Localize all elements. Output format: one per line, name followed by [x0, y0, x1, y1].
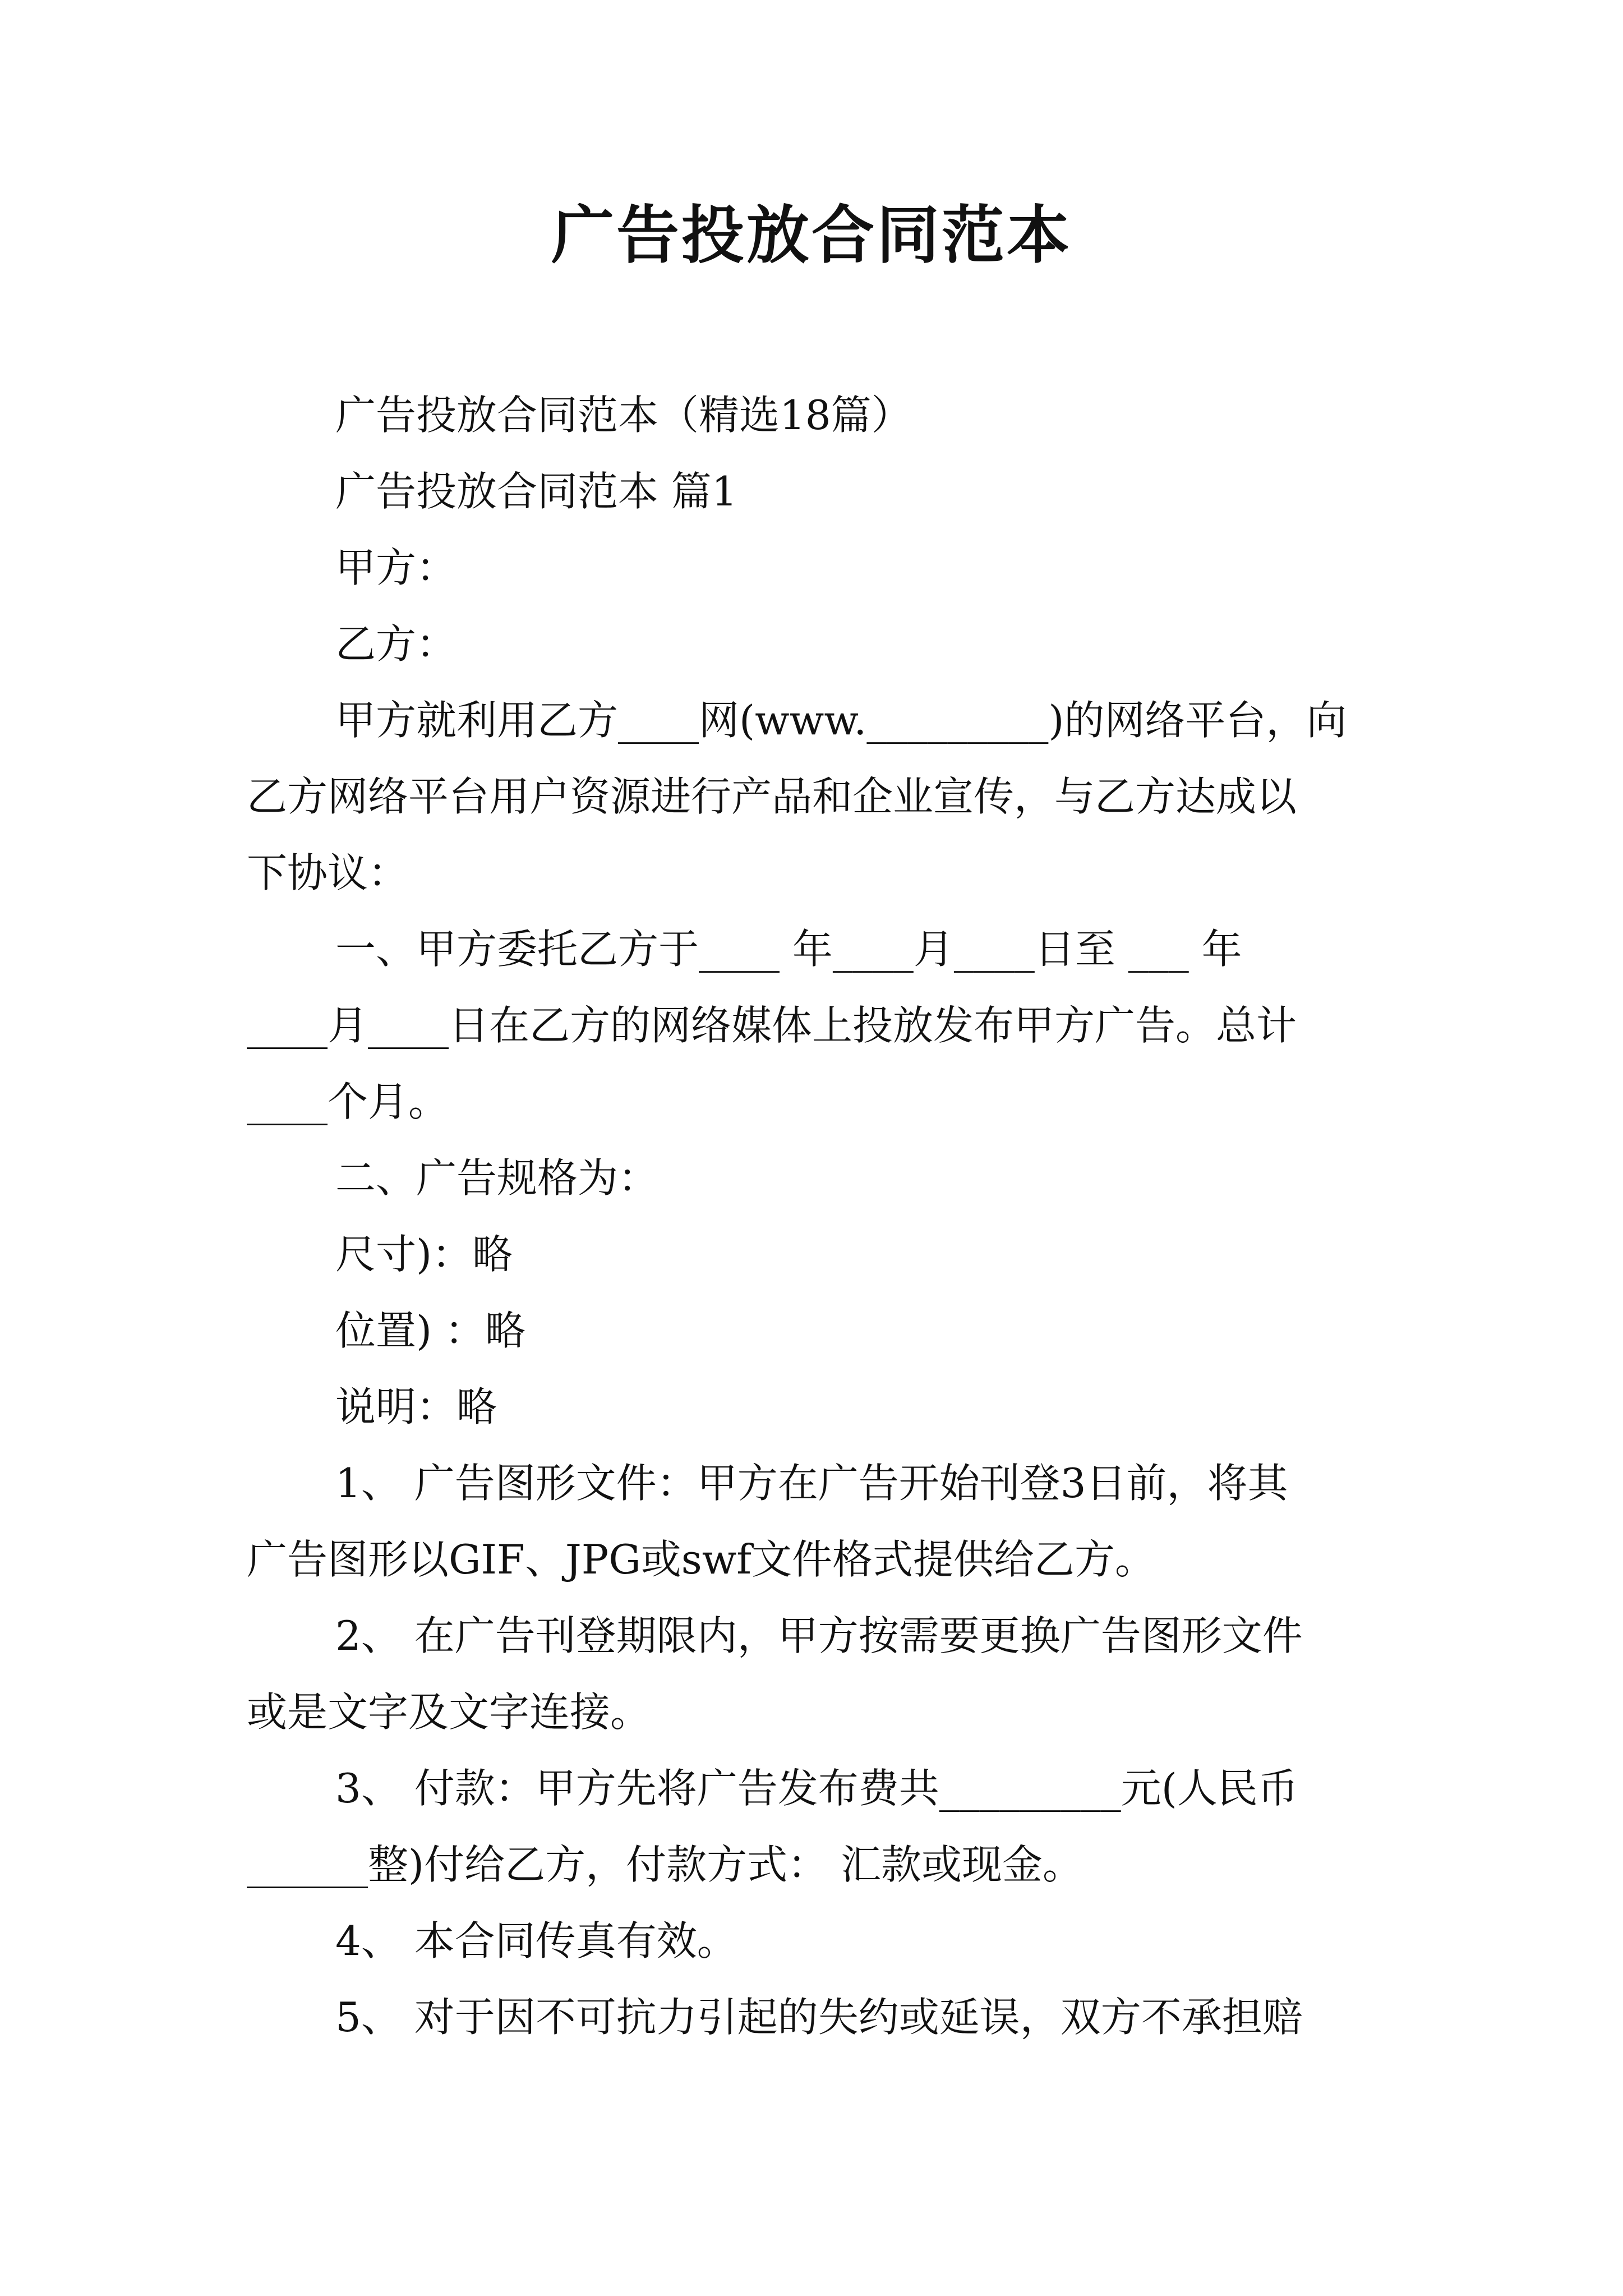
line-text: 二、广告规格为： — [335, 1154, 659, 1202]
line-text: 说明：略 — [335, 1383, 497, 1430]
line-text: 尺寸)：略 — [335, 1231, 513, 1278]
line-text: 1、 广告图形文件：甲方在广告开始刊登3日前，将其 — [335, 1460, 1288, 1507]
line-text: ____个月。 — [247, 1078, 449, 1125]
line-text: 广告投放合同范本 篇1 — [335, 468, 737, 515]
line-text: 2、 在广告刊登期限内，甲方按需要更换广告图形文件 — [335, 1612, 1303, 1659]
line-text: 乙方网络平台用户资源进行产品和企业宣传，与乙方达成以 — [247, 773, 1297, 820]
line-text: ______整)付给乙方，付款方式： 汇款或现金。 — [247, 1841, 1083, 1888]
line-text: 位置) ：略 — [335, 1307, 525, 1354]
line-text: 4、 本合同传真有效。 — [335, 1917, 737, 1964]
line-text: ____月____日在乙方的网络媒体上投放发布甲方广告。总计 — [247, 1002, 1297, 1049]
line-text: 或是文字及文字连接。 — [247, 1688, 651, 1736]
line-text: 下协议： — [247, 849, 409, 896]
line-text: 广告图形以GIF、JPG或swf文件格式提供给乙方。 — [247, 1536, 1155, 1583]
document-title: 广告投放合同范本 — [551, 199, 1072, 272]
line-text: 广告投放合同范本（精选18篇） — [335, 392, 912, 439]
line-text: 甲方： — [335, 544, 457, 591]
line-text: 一、甲方委托乙方于____ 年____月____日至 ___ 年 — [335, 926, 1242, 973]
line-text: 甲方就利用乙方____网(www._________)的网络平台，向 — [335, 697, 1347, 744]
line-text: 5、 对于因不可抗力引起的失约或延误，双方不承担赔 — [335, 1994, 1303, 2041]
line-text: 乙方： — [335, 620, 457, 668]
line-text: 3、 付款：甲方先将广告发布费共_________元(人民币 — [335, 1765, 1298, 1812]
